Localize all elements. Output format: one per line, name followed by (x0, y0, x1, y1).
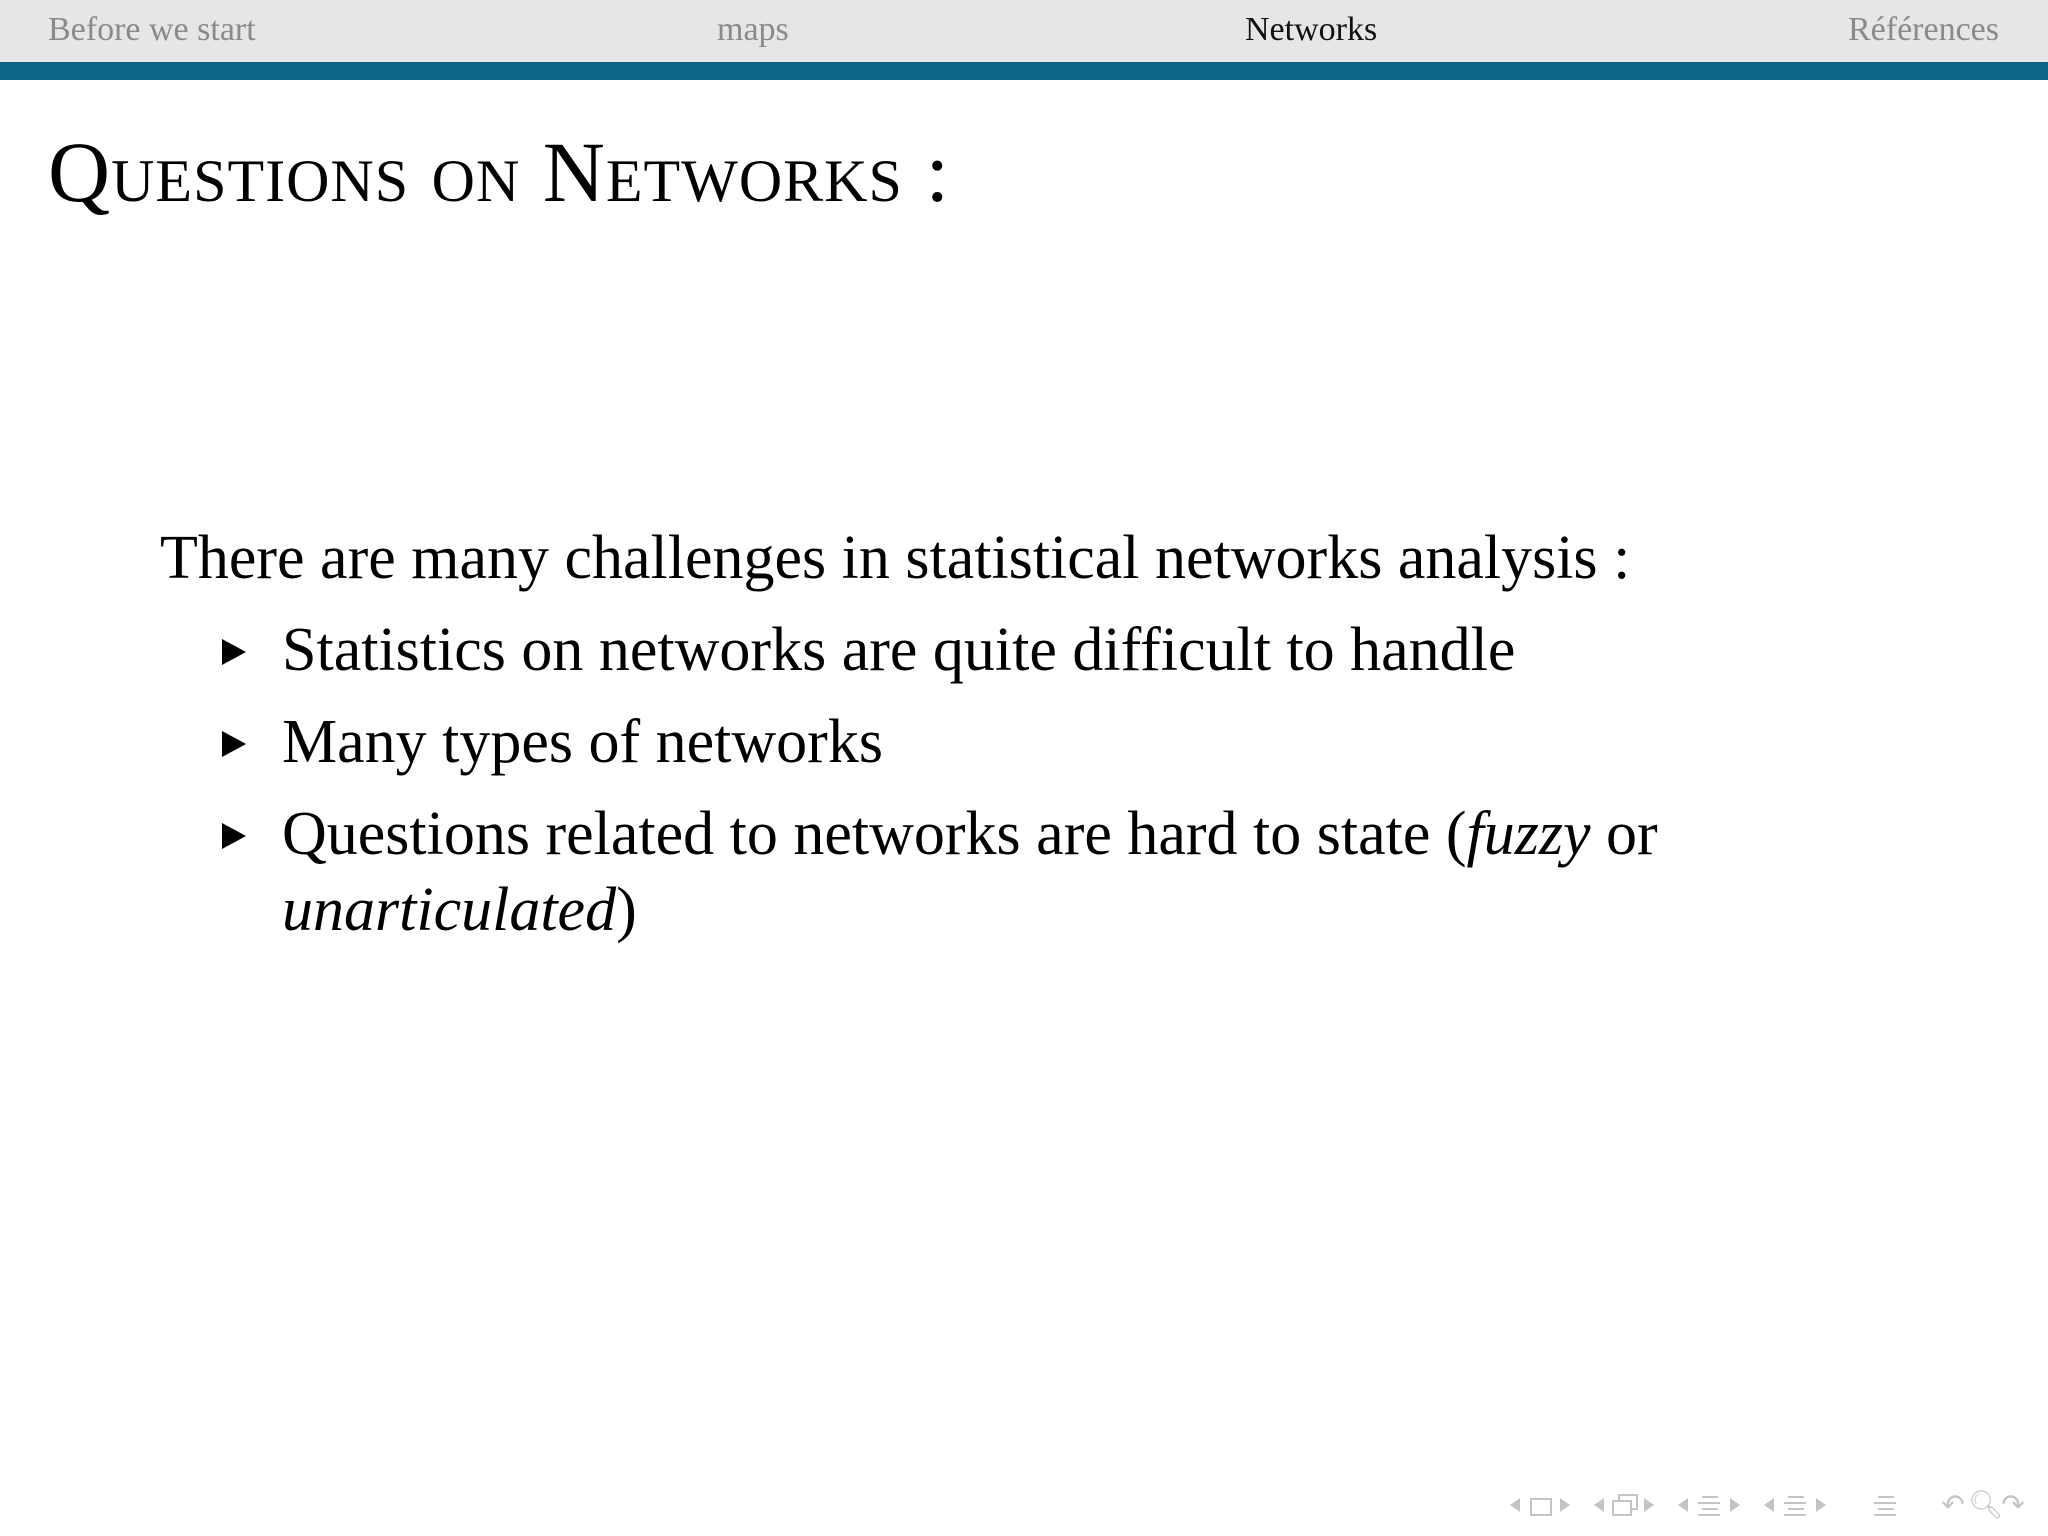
triangle-bullet-icon (222, 639, 246, 665)
section-icon[interactable] (1696, 1490, 1722, 1520)
list-item (160, 612, 1882, 688)
document-prev-icon[interactable] (1758, 1490, 1782, 1520)
back-icon[interactable]: ↶ (1941, 1488, 1965, 1521)
subsection-next-icon[interactable] (1636, 1490, 1660, 1520)
header-accent-stripe (0, 62, 2048, 80)
triangle-bullet-icon (222, 823, 246, 849)
nav-section-before-we-start[interactable]: Before we start (48, 11, 256, 48)
bullet-text: Statistics on networks are quite difficult to handle (282, 616, 1516, 684)
bullet-text: Many types of networks (282, 708, 883, 776)
frame-title: Questions on Networks : (48, 124, 951, 220)
subsection-icon[interactable] (1612, 1490, 1636, 1520)
triangle-bullet-icon (222, 731, 246, 757)
toc-icon[interactable] (1872, 1490, 1898, 1520)
list-item (160, 704, 1882, 780)
section-next-icon[interactable] (1722, 1490, 1746, 1520)
nav-section-maps[interactable]: maps (717, 11, 789, 48)
search-icon[interactable]: 🔍︎ (1968, 1488, 2004, 1521)
italic-word-unarticulated: unarticulated (282, 876, 617, 944)
bullet-text-part: ) (616, 876, 637, 944)
document-icon[interactable] (1782, 1490, 1808, 1520)
slide-content (160, 520, 1860, 964)
nav-section-networks[interactable]: Networks (1245, 11, 1378, 48)
bullet-text-part: or (1590, 800, 1658, 868)
bullet-list (160, 612, 1860, 948)
frame-prev-icon[interactable] (1504, 1490, 1528, 1520)
frame-next-icon[interactable] (1552, 1490, 1576, 1520)
intro-text: There are many challenges in statistical networks analysis : (160, 524, 1631, 592)
beamer-navigation-symbols (1504, 1490, 2028, 1520)
forward-icon[interactable]: ↷ (2001, 1488, 2025, 1521)
document-next-icon[interactable] (1808, 1490, 1832, 1520)
section-navigation-bar (0, 0, 2048, 62)
bullet-text (282, 800, 1658, 944)
bullet-text-part: Questions related to networks are hard to state ( (282, 800, 1467, 868)
section-prev-icon[interactable] (1672, 1490, 1696, 1520)
subsection-prev-icon[interactable] (1588, 1490, 1612, 1520)
list-item (160, 796, 1882, 948)
italic-word-fuzzy: fuzzy (1466, 800, 1591, 868)
nav-section-references[interactable]: Références (1847, 11, 1999, 48)
frame-icon[interactable] (1528, 1490, 1552, 1520)
